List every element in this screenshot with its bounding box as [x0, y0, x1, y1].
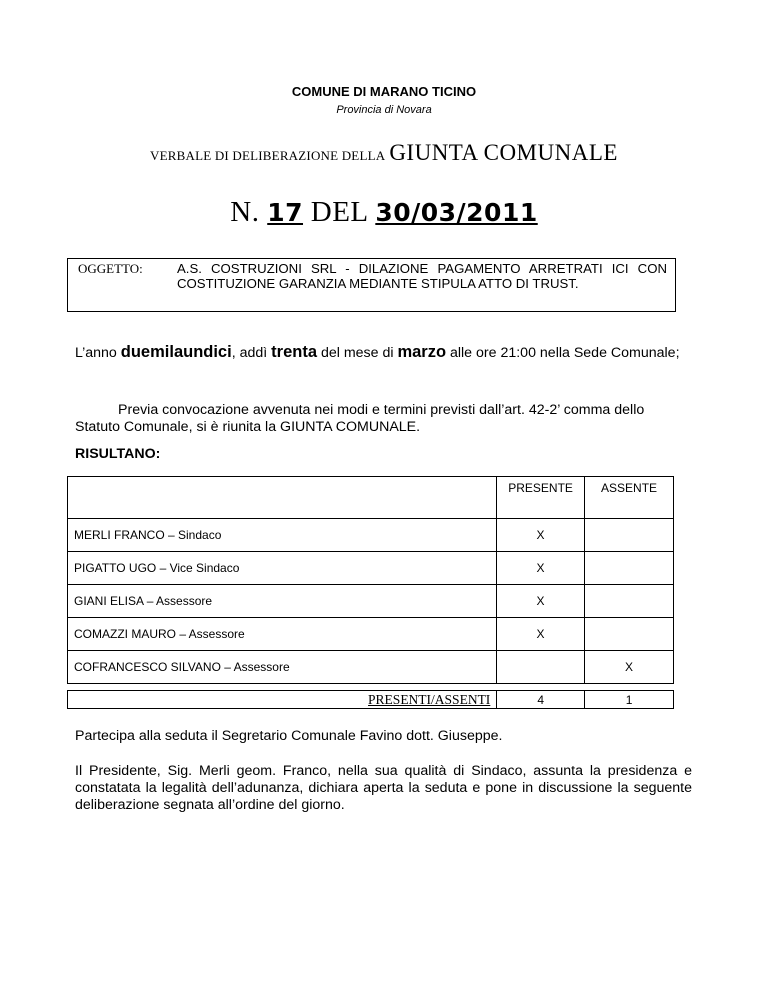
deliberazione-date: 30/03/2011	[375, 198, 538, 227]
comune-title: COMUNE DI MARANO TICINO	[291, 84, 477, 99]
member-name: COFRANCESCO SILVANO – Assessore	[68, 651, 497, 684]
table-row	[68, 651, 674, 684]
totals-table	[67, 690, 674, 709]
member-presente	[497, 651, 585, 684]
total-presenti: 4	[497, 691, 585, 709]
segretario-paragraph: Partecipa alla seduta il Segretario Comunale Favino dott. Giuseppe.	[75, 728, 503, 744]
member-presente: X	[497, 618, 585, 651]
totals-row	[68, 691, 674, 709]
attendance-table	[67, 476, 674, 684]
table-row	[68, 552, 674, 585]
provincia-subtitle: Provincia di Novara	[336, 104, 432, 116]
header-presente: PRESENTE	[497, 477, 585, 519]
member-assente: X	[585, 651, 674, 684]
deliberazione-number-line	[0, 196, 768, 229]
member-presente: X	[497, 552, 585, 585]
oggetto-text: A.S. COSTRUZIONI SRL - DILAZIONE PAGAMENTO ARRETRATI ICI CON COSTITUZIONE GARANZIA MEDIANTE STIPULA ATTO DI TRUST.	[177, 261, 667, 291]
attendance-header-row	[68, 477, 674, 519]
table-row	[68, 618, 674, 651]
intro-text-1: L’anno	[75, 345, 121, 361]
del-label: DEL	[310, 196, 368, 228]
table-row	[68, 519, 674, 552]
intro-paragraph	[75, 344, 692, 362]
member-assente	[585, 519, 674, 552]
intro-text-4: alle ore 21:00 nella Sede Comunale;	[446, 345, 680, 361]
verbale-heading	[0, 140, 768, 166]
n-label: N.	[230, 196, 260, 228]
intro-text-2: , addì	[231, 345, 272, 361]
previa-paragraph: Previa convocazione avvenuta nei modi e termini previsti dall’art. 42-2’ comma dello Statuto Comunale, si è riunita la GIUNTA COMUNALE.	[75, 402, 645, 435]
member-name: COMAZZI MAURO – Assessore	[68, 618, 497, 651]
member-assente	[585, 585, 674, 618]
verbale-prefix: VERBALE DI DELIBERAZIONE DELLA	[150, 148, 386, 163]
member-name: MERLI FRANCO – Sindaco	[68, 519, 497, 552]
mese-value: marzo	[397, 343, 447, 361]
totals-label: PRESENTI/ASSENTI	[68, 691, 497, 709]
risultano-heading: RISULTANO:	[75, 446, 161, 462]
total-assenti: 1	[585, 691, 674, 709]
deliberazione-number: 17	[267, 198, 304, 227]
anno-value: duemilaundici	[120, 343, 232, 361]
oggetto-label: OGGETTO:	[78, 261, 143, 276]
giorno-value: trenta	[271, 343, 317, 361]
presidente-paragraph: Il Presidente, Sig. Merli geom. Franco, nella sua qualità di Sindaco, assunta la presidenza e constatata la legalità dell’adunanza, dichiara aperta la seduta e pone in discussione la seguente deliberazione segnata all’ordine del giorno.	[75, 763, 692, 813]
member-presente: X	[497, 519, 585, 552]
member-name: GIANI ELISA – Assessore	[68, 585, 497, 618]
member-assente	[585, 618, 674, 651]
member-name: PIGATTO UGO – Vice Sindaco	[68, 552, 497, 585]
intro-text-3: del mese di	[317, 345, 398, 361]
header-empty-cell	[68, 477, 497, 519]
verbale-organ: GIUNTA COMUNALE	[389, 140, 618, 165]
member-assente	[585, 552, 674, 585]
member-presente: X	[497, 585, 585, 618]
table-row	[68, 585, 674, 618]
header-assente: ASSENTE	[585, 477, 674, 519]
